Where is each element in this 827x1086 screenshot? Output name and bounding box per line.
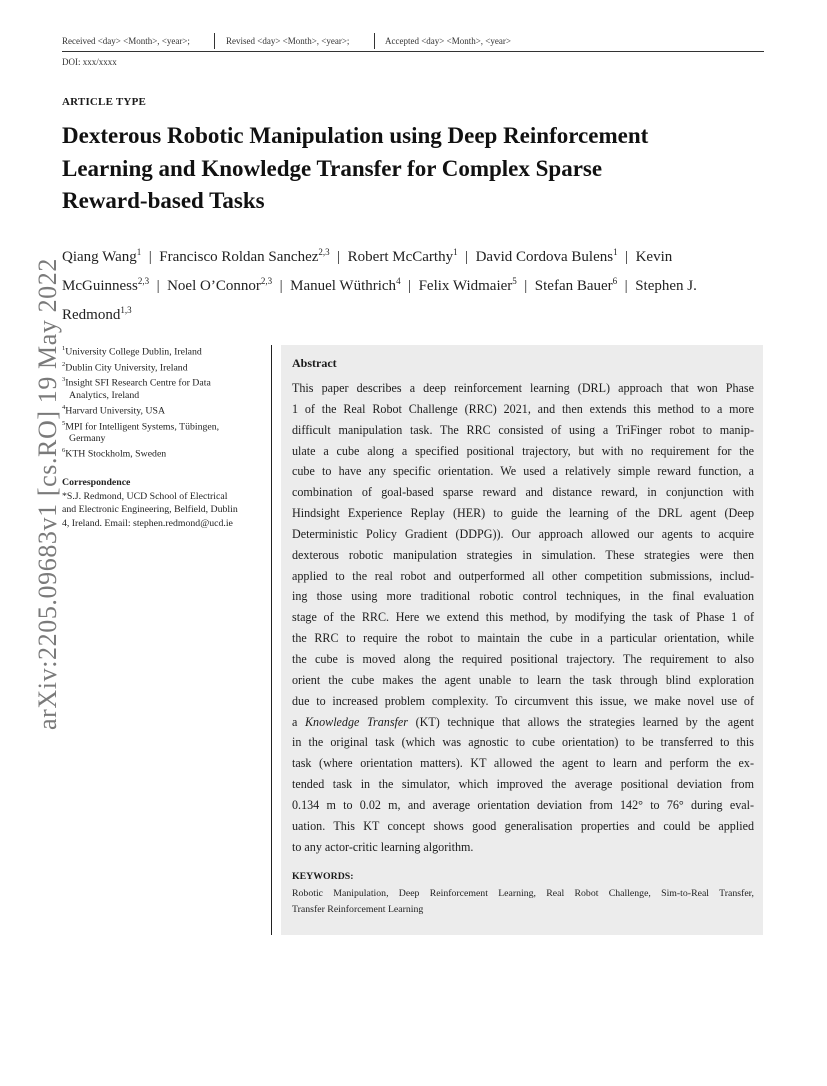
author-affil-sup: 1 bbox=[453, 247, 458, 257]
affiliation-cont: Germany bbox=[69, 433, 106, 445]
abstract-line: the RRC to require the robot to maintain the cube in a particular orientation, while bbox=[292, 631, 754, 646]
abstract-line: difficult manipulation task. The RRC consisted of using a TriFinger robot to manip- bbox=[292, 422, 754, 437]
paper-title bbox=[62, 120, 762, 218]
affil-sup: 4 bbox=[62, 403, 66, 411]
keywords-line: Robotic Manipulation, Deep Reinforcement Learning, Real Robot Challenge, Sim-to-Real Transfer, bbox=[292, 888, 754, 899]
affil-text: MPI for Intelligent Systems, Tübingen, bbox=[65, 420, 220, 432]
abstract-line: ing those using more traditional robotic control techniques, in the final evaluation bbox=[292, 589, 754, 604]
author-name: David Cordova Bulens bbox=[475, 249, 614, 265]
author-affil-sup: 4 bbox=[396, 276, 401, 286]
author-name-part: Redmond bbox=[62, 307, 121, 323]
abstract-body bbox=[292, 378, 754, 857]
keywords-heading: KEYWORDS: bbox=[292, 871, 354, 882]
author-affil-sup: 1 bbox=[613, 247, 618, 257]
affiliation bbox=[62, 402, 272, 418]
author-name: Manuel Wüthrich bbox=[290, 278, 397, 294]
received-date: Received <day> <Month>, <year>; bbox=[62, 36, 190, 46]
correspondence-line: *S.J. Redmond, UCD School of Electrical bbox=[62, 490, 228, 502]
revised-date: Revised <day> <Month>, <year>; bbox=[226, 36, 350, 46]
abstract-line: 1 of the Real Robot Challenge (RRC) 2021, and then extends this method to a more bbox=[292, 401, 754, 416]
affil-text: Dublin City University, Ireland bbox=[65, 361, 188, 373]
keywords bbox=[292, 886, 754, 918]
doi: DOI: xxx/xxxx bbox=[62, 57, 117, 67]
author-affil-sup: 6 bbox=[612, 276, 618, 286]
abstract-line: a Knowledge Transfer (KT) technique that allows the strategies learned by the agent bbox=[292, 714, 754, 729]
abstract-line: applied to the real robot and outperformed all other competition submissions, includ- bbox=[292, 568, 754, 583]
abstract-line: 0.134 m to 0.02 m, and average orientation deviation from 142° to 76° during eval- bbox=[292, 797, 754, 812]
author-list bbox=[62, 240, 767, 327]
author-affil-sup: 1 bbox=[136, 247, 142, 257]
accepted-date: Accepted <day> <Month>, <year> bbox=[385, 36, 511, 46]
abstract-line: This paper describes a deep reinforcement learning (DRL) approach that won Phase bbox=[292, 381, 754, 395]
affiliation bbox=[62, 374, 272, 390]
abstract-line: task (where orientation matters). KT allowed the agent to learn and perform the ex- bbox=[292, 756, 754, 771]
author-name: Francisco Roldan Sanchez bbox=[159, 249, 319, 265]
abstract-line: dexterous robotic manipulation strategies in simulation. These strategies were then bbox=[292, 547, 754, 562]
correspondence bbox=[62, 476, 272, 530]
affil-text: KTH Stockholm, Sweden bbox=[65, 448, 167, 460]
author-affil-sup: 2,3 bbox=[260, 276, 273, 286]
author-name: Stefan Bauer bbox=[534, 278, 613, 294]
author-name: Felix Widmaier bbox=[418, 278, 513, 294]
abstract-line: ulate a cube along a specified positional trajectory, but with no requirement for the bbox=[292, 443, 754, 458]
abstract-emphasis: Knowledge Transfer bbox=[304, 714, 408, 729]
author-affil-sup: 1,3 bbox=[120, 305, 132, 315]
affiliation bbox=[62, 359, 272, 375]
abstract-heading: Abstract bbox=[292, 356, 337, 370]
correspondence-line: 4, Ireland. Email: stephen.redmond@ucd.ie bbox=[62, 517, 233, 529]
author-line bbox=[62, 298, 767, 327]
title-line: Reward-based Tasks bbox=[62, 188, 265, 213]
affiliation-cont: Analytics, Ireland bbox=[69, 389, 140, 401]
author-name: Qiang Wang bbox=[62, 249, 137, 265]
arxiv-stamp: arXiv:2205.09683v1 [cs.RO] 19 May 2022 bbox=[33, 258, 62, 730]
author-line: McGuinness$^{2,3}$ | Noel O’Connor$^{2,3}$ | Manuel Wüthrich$^4$ | Felix Widmaier$^5$ | Stefan Bauer$^6$ | Stephen J. bbox=[62, 276, 697, 294]
author-line: Qiang Wang$^1$ | Francisco Roldan Sanchez$^{2,3}$ | Robert McCarthy$^1$ | David Cordova Bulens$^1$ | Kevin bbox=[62, 247, 673, 265]
title-line: Dexterous Robotic Manipulation using Deep Reinforcement bbox=[62, 123, 649, 148]
abstract-line: the cube is moved along the required positional trajectory. The requirement to also bbox=[292, 651, 754, 666]
title-line: Learning and Knowledge Transfer for Complex Sparse bbox=[62, 155, 603, 181]
affil-sup: 3 bbox=[62, 376, 66, 384]
affil-sup: 2 bbox=[62, 360, 66, 368]
header-rule bbox=[62, 51, 764, 52]
affil-sup: 1 bbox=[62, 345, 66, 352]
author-name-part: McGuinness bbox=[62, 278, 138, 294]
abstract-line: uation. This KT concept shows good generalisation properties and could be applied bbox=[292, 818, 754, 833]
abstract-line: Deterministic Policy Gradient (DDPG)). Our approach allowed our agents to acquire bbox=[292, 526, 754, 541]
affil-sup: 5 bbox=[62, 419, 66, 427]
author-name: Noel O’Connor bbox=[167, 278, 261, 294]
article-type: ARTICLE TYPE bbox=[62, 96, 147, 108]
abstract-line: stage of the RRC. Here we extend this method, by modifying the task of Phase 1 of bbox=[292, 610, 754, 625]
abstract-line: orient the cube makes the agent unable to learn the task through blind exploration bbox=[292, 672, 754, 687]
affil-sup: 6 bbox=[62, 447, 66, 455]
author-name: Robert McCarthy bbox=[347, 249, 454, 265]
affiliation bbox=[62, 343, 272, 359]
abstract-line: cube to have any specific orientation. We used a relatively simple reward function, a bbox=[292, 464, 754, 479]
affiliations bbox=[62, 343, 272, 461]
keywords-line: Transfer Reinforcement Learning bbox=[292, 904, 424, 915]
abstract-line: in the original task (which was agnostic to cube orientation) to be transferred to this bbox=[292, 735, 754, 750]
abstract-line: to any actor-critic learning algorithm. bbox=[292, 839, 474, 854]
abstract-line: due to increased problem complexity. To circumvent this issue, we make novel use of bbox=[292, 693, 754, 708]
affil-text: University College Dublin, Ireland bbox=[65, 346, 202, 358]
affiliation bbox=[62, 418, 272, 434]
correspondence-line: and Electronic Engineering, Belfield, Dublin bbox=[62, 504, 238, 516]
affiliation bbox=[62, 445, 272, 461]
author-affil-sup: 2,3 bbox=[137, 276, 150, 286]
author-name-part: Kevin bbox=[635, 249, 673, 265]
abstract-line: Hindsight Experience Replay (HER) to guide the learning of the DRL agent (Deep bbox=[292, 506, 754, 521]
correspondence-heading: Correspondence bbox=[62, 477, 131, 488]
author-affil-sup: 5 bbox=[512, 276, 517, 286]
header-divider bbox=[374, 33, 375, 49]
journal-header bbox=[62, 36, 764, 52]
abstract-line: tended task in the simulator, which improved the average positional deviation from bbox=[292, 777, 754, 792]
column-rule bbox=[271, 345, 272, 935]
affil-text: Insight SFI Research Centre for Data bbox=[65, 377, 211, 389]
affil-text: Harvard University, USA bbox=[65, 405, 166, 417]
author-name-part: Stephen J. bbox=[635, 278, 697, 294]
header-divider bbox=[214, 33, 215, 49]
author-affil-sup: 2,3 bbox=[318, 247, 330, 257]
abstract-line: combination of goal-based sparse reward and distance reward, in conjunction with bbox=[292, 485, 754, 500]
